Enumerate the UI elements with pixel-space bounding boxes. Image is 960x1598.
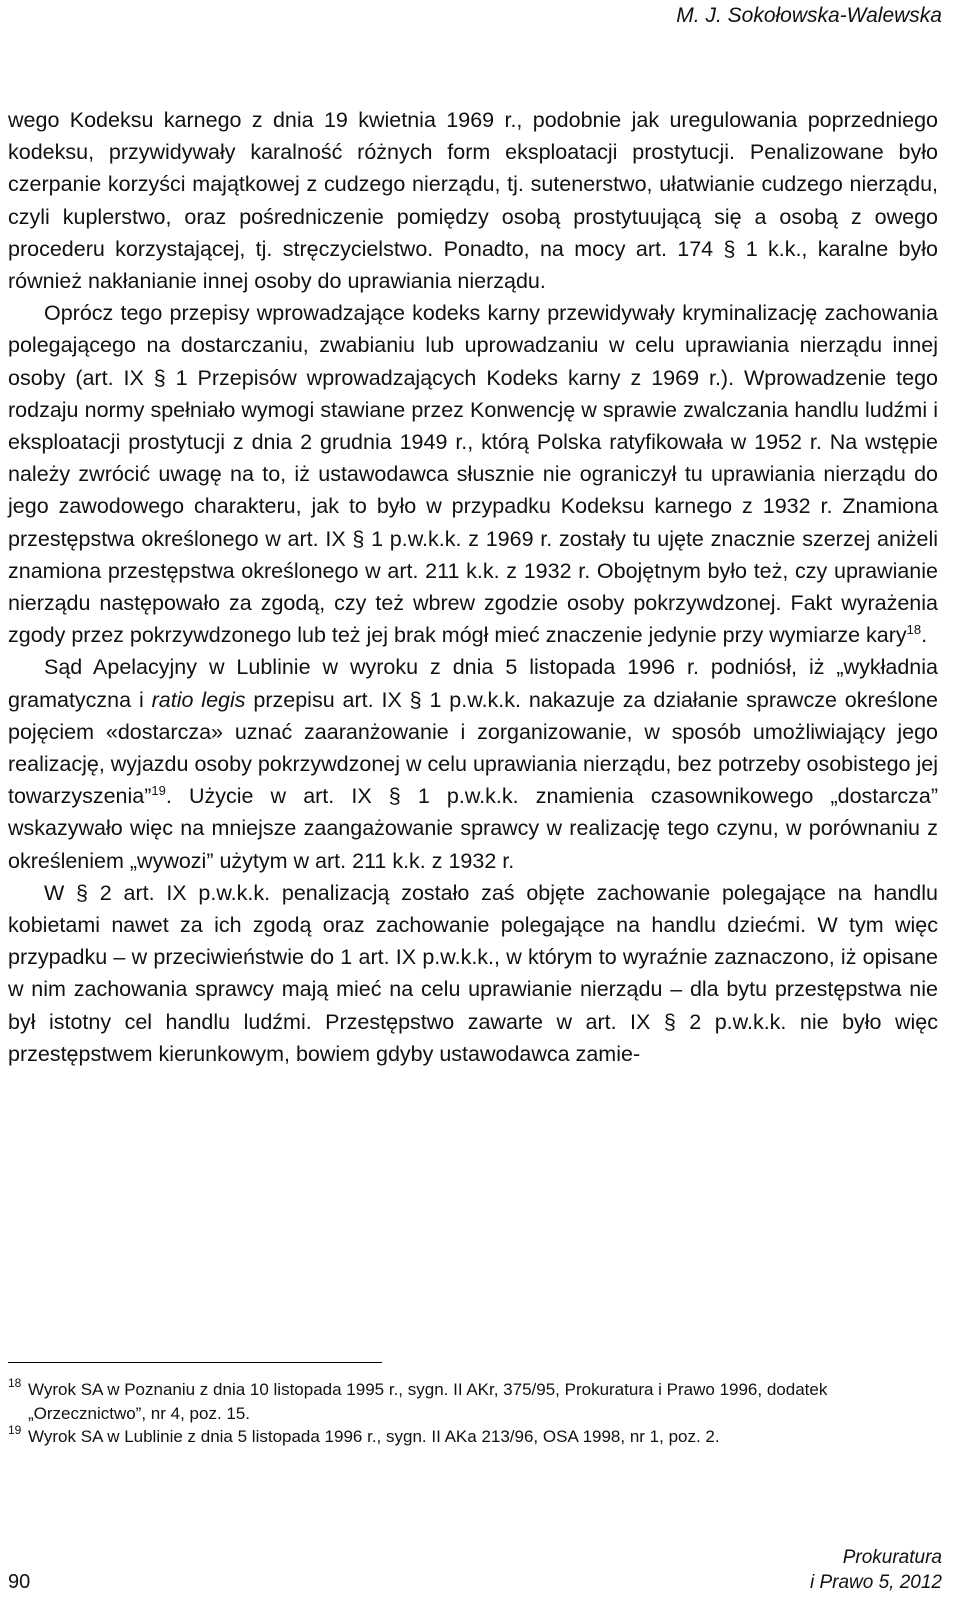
footnote-19 — [8, 1425, 938, 1449]
journal-footer — [810, 1545, 942, 1595]
paragraph-2 — [8, 651, 938, 876]
paragraph-1: wego Kodeksu karnego z dnia 19 kwietnia 1969 r., podobnie jak uregulowania poprzedniego kodeksu, przywidywały karalność różnych form eksploatacji prostytucji. Penalizowane było czerpanie korzyści majątkowej z cudzego nierządu, tj. sutenerstwo, ułatwianie cudzego nierządu, czyli kuplerstwo, oraz pośredniczenie pomiędzy osobą prostytuującą się a osobą z owego procederu korzystającej, tj. stręczycielstwo. Ponadto, na mocy art. 174 § 1 k.k., karalne było również nakłanianie innej osoby do uprawiania nierządu. — [8, 108, 938, 294]
journal-name: Prokuratura — [842, 1547, 942, 1568]
footnote-18 — [8, 1378, 938, 1425]
journal-issue: i Prawo 5, 2012 — [809, 1572, 942, 1593]
running-header-author: M. J. Sokołowska-Walewska — [676, 4, 942, 27]
paragraph-3: W § 2 art. IX p.w.k.k. penalizacją zostało zaś objęte zachowanie polegające na handlu kobietami nawet za ich zgodą oraz zachowanie polegające na handlu dziećmi. W tym więc przypadku – w przeciwieństwie do 1 art. IX p.w.k.k., w którym to wyraźnie zaznaczono, iż opisane w nim zachowania sprawcy mają mieć na celu uprawianie nierządu – dla bytu przestępstwa nie był istotny cel handlu ludźmi. Przestępstwo zawarte w art. IX § 2 p.w.k.k. nie było więc przestępstwem kierunkowym, bowiem gdyby ustawodawca zamie- — [8, 880, 938, 1066]
paragraph-2-mid: przepisu art. IX § 1 p.w.k.k. nakazuje za działanie sprawcze określone pojęciem «dostarcza» uznać zaaranżowanie i zorganizowanie, w sposób umożliwiający jego realizację, wyjazdu osoby pokrzywdzonej w celu uprawiania nierządu, bez potrzeby osobistego jej towarzyszenia” — [8, 687, 939, 809]
footnote-ref-19: 19 — [151, 783, 166, 799]
ratio-legis-term: ratio legis — [151, 687, 246, 712]
footnote-separator — [8, 1362, 382, 1363]
footnote-number: 19 — [8, 1423, 22, 1437]
paragraph-2-start: Sąd Apelacyjny w Lublinie w wyroku z dnia 5 listopada 1996 r. podniósł, iż „wykładnia gramatyczna i — [8, 655, 938, 712]
page-number: 90 — [8, 1571, 31, 1593]
paragraph-2-end: . Użycie w art. IX § 1 p.w.k.k. znamienia czasownikowego „dostarcza” wskazywało więc na mniejsze zaangażowanie sprawcy w realizację tego czynu, w porównaniu z określeniem „wywozi” użytym w art. 211 k.k. z 1932 r. — [8, 784, 938, 873]
paragraph-1b-text: Oprócz tego przepisy wprowadzające kodeks karny przewidywały kryminalizację zachowania polegającego na dostarczaniu, zwabianiu lub uprowadzaniu w celu uprawiania nierządu innej osoby (art. IX § 1 Przepisów wprowadzających Kodeks karny z 1969 r.). Wprowadzenie tego rodzaju normy spełniało wymogi stawiane przez Konwencję w sprawie zwalczania handlu ludźmi i eksploatacji prostytucji z dnia 2 grudnia 1949 r., którą Polska ratyfikowała w 1952 r. Na wstępie należy zwrócić uwagę na to, iż ustawodawca słusznie nie ograniczył tu uprawiania nierządu do jego zawodowego charakteru, jak to było w przypadku Kodeksu karnego z 1932 r. Znamiona przestępstwa określonego w art. IX § 1 p.w.k.k. z 1969 r. zostały tu ujęte znacznie szerzej aniżeli znamiona przestępstwa określonego w art. 211 k.k. z 1932 r. Obojętnym było też, czy uprawianie nierządu następowało za zgodą, czy też wbrew zgodzie osoby pokrzywdzonej. Fakt wyrażenia zgody przez pokrzywdzonego lub też jej brak mógł mieć znaczenie jedynie przy wymiarze kary — [8, 301, 938, 648]
footnote-text: Wyrok SA w Lublinie z dnia 5 listopada 1996 r., sygn. II AKa 213/96, OSA 1998, nr 1, poz. 2. — [28, 1427, 720, 1446]
footnote-ref-18: 18 — [906, 622, 922, 638]
footnotes — [8, 1378, 938, 1449]
paragraph-1b-end: . — [921, 623, 928, 648]
footnote-number: 18 — [8, 1376, 22, 1390]
paragraph-1b — [8, 297, 938, 651]
main-text — [8, 104, 938, 1070]
footnote-text: Wyrok SA w Poznaniu z dnia 10 listopada 1995 r., sygn. II AKr, 375/95, Prokuratura i Prawo 1996, dodatek „Orzecznictwo”, nr 4, poz. 15. — [28, 1380, 828, 1423]
